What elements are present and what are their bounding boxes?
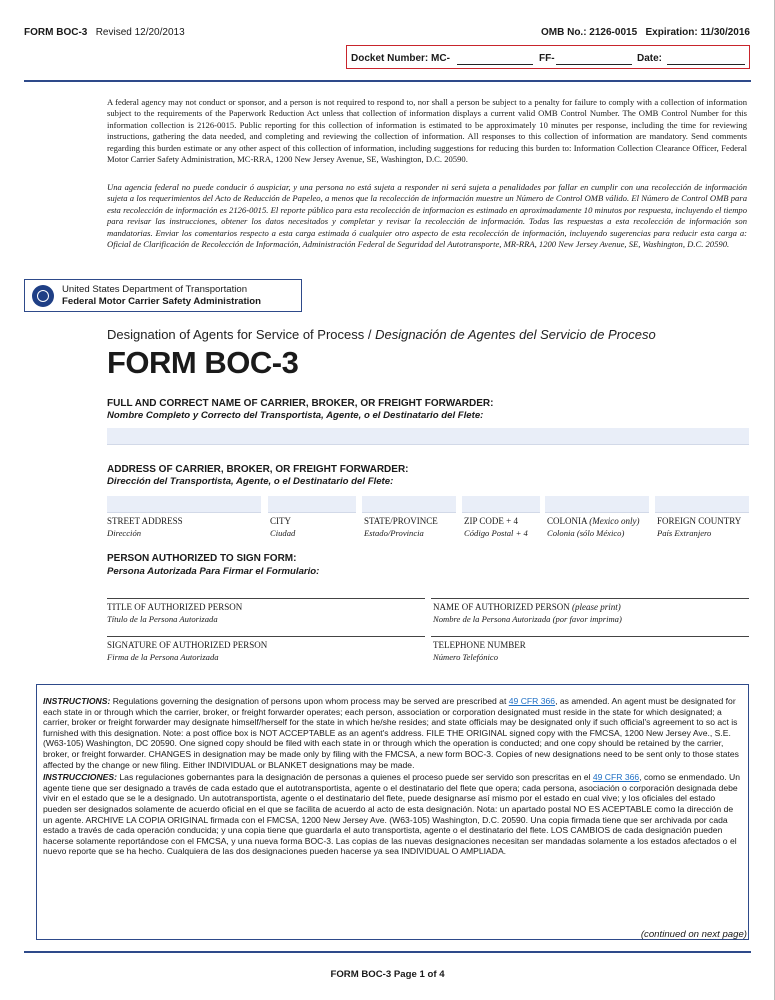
title-of-person-label: TITLE OF AUTHORIZED PERSON — [107, 602, 243, 612]
city-label: CITY — [270, 516, 291, 526]
omb-header — [541, 27, 750, 38]
form-subtitle — [107, 327, 656, 342]
dot-seal-icon — [32, 285, 54, 307]
name-of-person-label-note: (please print) — [572, 602, 621, 612]
burden-statement-es: Una agencia federal no puede conducir ó auspiciar, y una persona no está sujeta a responder ni será sujeta a penalidades por fallar en cumplir con una recolección de información sujeta a los requerimientos del Acto de Reducción de Papeleo, a menos que la recolección de información muestre un Número de Control OMB válido. El Número de Control OMB para esta recolección de información es 2126-0015. El reporte público para esta recolección de informacion es estimado en aproximadamente 10 minutos por respuesta, incluyendo el tiempo para revisar las instrucciones, obtener los datos necesitados y completar y revisar la recolección de información. Todas las respuestas a esta recolección de información son mandatorias. Enviar los comentarios respecto a esta carga estimada ó cualquier otro aspecto de esta recolección de información, incluyendo sugerencias para reducir esta carga a: Oficial de Clarificación de Recolección de Información, Administración Federal de Seguridad del Autotransporte, MR-RRA, 1200 New Jersey Avenue, SE, Washington, D.C. 20590. — [107, 182, 747, 250]
name-label-en: FULL AND CORRECT NAME OF CARRIER, BROKER, OR FREIGHT FORWARDER: — [107, 398, 494, 409]
state-province-field[interactable] — [362, 496, 456, 513]
docket-number-label: Docket Number: MC- — [351, 53, 450, 64]
cfr-link-en[interactable]: 49 CFR 366 — [508, 696, 556, 706]
foreign-country-label: FOREIGN COUNTRY — [657, 516, 742, 526]
agency-name: Federal Motor Carrier Safety Administration — [62, 296, 262, 307]
state-province-label-es: Estado/Provincia — [364, 528, 424, 538]
telephone-field[interactable] — [431, 636, 749, 637]
colonia-field[interactable] — [545, 496, 649, 513]
street-address-field[interactable] — [107, 496, 261, 513]
city-field[interactable] — [268, 496, 356, 513]
colonia-label — [547, 516, 639, 526]
colonia-label-note: (Mexico only) — [589, 516, 640, 526]
signature-field[interactable] — [107, 636, 425, 637]
omb-number: OMB No.: 2126-0015 — [540, 27, 638, 38]
footer-rule — [24, 951, 751, 953]
telephone-label-es: Número Telefónico — [433, 652, 499, 662]
instructions-es — [43, 772, 742, 857]
docket-box — [346, 45, 750, 69]
form-id-header — [24, 27, 185, 38]
revised-date: Revised 12/20/2013 — [95, 27, 185, 38]
address-label-es: Dirección del Transportista, Agente, o el Destinatario del Flete: — [107, 476, 394, 487]
street-address-label-es: Dirección — [107, 528, 142, 538]
zip-code-label-es: Código Postal + 4 — [464, 528, 528, 538]
signature-label-es: Firma de la Persona Autorizada — [107, 652, 219, 662]
title-of-person-field[interactable] — [107, 598, 425, 599]
carrier-name-field[interactable] — [107, 428, 749, 445]
street-address-label: STREET ADDRESS — [107, 516, 183, 526]
form-id: FORM BOC-3 — [24, 27, 88, 38]
colonia-label-text: COLONIA — [547, 516, 587, 526]
state-province-label: STATE/PROVINCE — [364, 516, 438, 526]
form-title: FORM BOC-3 — [107, 345, 299, 380]
header-rule — [24, 80, 751, 82]
instructions-en-text-2: , as amended. An agent must be designated for each state in or through which the carrier, broker, or freight forwarder operates; each person, association or corporation designated must reside in the state for which designated; a carrier, broker or freight forwarder may designate himself/herself for the state in which he/she resides; and state officials may be designated only if such official's agreement to so act is furnished with this designation. Note: a post office box is NOT ACCEPTABLE as an agent's address. FILE THE ORIGINAL signed copy with the FMCSA, 1200 New Jersey Ave., S.E. (W63-105) Washington, DC 20590. One signed copy should be filed with each state in or through which the operation is conducted; and one copy should be retained by the carrier, broker, or freight forwarder. CHANGES in designation may be made only by filing with the FMCSA, a new form BOC-3. Copies of new designations need to be sent only to those states affected by the change or new filing. Either INDIVIDUAL or BLANKET designations may be made. — [43, 696, 739, 770]
agency-department: United States Department of Transportation — [62, 284, 248, 295]
signer-label-es: Persona Autorizada Para Firmar el Formulario: — [107, 566, 320, 577]
zip-code-field[interactable] — [462, 496, 540, 513]
zip-code-label: ZIP CODE + 4 — [464, 516, 518, 526]
telephone-label: TELEPHONE NUMBER — [433, 640, 526, 650]
name-of-person-field[interactable] — [431, 598, 749, 599]
ff-label: FF- — [539, 53, 555, 64]
instructions-es-text-2: , como se enmendado. Un agente tiene que ser designado a través de cada estado que el autotransportista, agente o el destinatario del flete que opera; cada persona, asociación o corporación designada debe vivir en el estado que se le a designado. Un autotransportista, agente o el destinatario del flete, puede designarse así mismo por el estado en cual vive; y los oficiales del estado pueden ser designados solamente de acuerdo oficial en el que se facilita de acuerdo al acto de esta designación. Nota: un apartado postal NO ES ACEPTABLE como la dirección de un agente. ARCHIVE LA COPIA ORIGINAL firmada con el FMCSA, 1200 New Jersey Ave. (W63-105) Washington, D.C. 20590. Una copia firmada tiene que ser archivada por cada estado a través de cada operación conducida; y una copia tiene que guardarla el auto transportista, agente o el destinatario del flete. LOS CAMBIOS de cada designación pueden hacerse solamente reportándose con el FMCSA, y una nueva forma BOC-3. Las copias de las nuevas designaciones necesitan ser mandadas solamente a los estados afectados o el nuevo reporte que se ha hecho. Cualquiera de las dos designaciones pueden hacerse ya sea INDIVIDUAL O AMPLIADA. — [43, 772, 740, 857]
title-of-person-label-es: Título de la Persona Autorizada — [107, 614, 218, 624]
signer-label-en: PERSON AUTHORIZED TO SIGN FORM: — [107, 553, 297, 564]
subtitle-en: Designation of Agents for Service of Process / — [107, 327, 376, 342]
instructions-es-label: INSTRUCCIONES: — [43, 772, 118, 783]
continued-note: (continued on next page) — [640, 929, 747, 940]
subtitle-es: Designación de Agentes del Servicio de Proceso — [375, 327, 656, 342]
page-footer: FORM BOC-3 Page 1 of 4 — [330, 969, 445, 980]
burden-statement-en: A federal agency may not conduct or sponsor, and a person is not required to respond to, nor shall a person be subject to a penalty for failure to comply with a collection of information subject to the requirements of the Paperwork Reduction Act unless that collection of information displays a current valid OMB Control Number. The OMB Control Number for this information collection is 2126-0015. Public reporting for this collection of information is estimated to be approximately 10 minutes per response, including the time for reviewing instructions, gathering the data needed, and completing and reviewing the collection of information. All responses to this collection of information are mandatory. Send comments regarding this burden estimate or any other aspect of this collection of information, including suggestions for reducing this burden to: Information Collection Clearance Officer, Federal Motor Carrier Safety Administration, MC-RRA, 1200 New Jersey Avenue, SE, Washington, D.C. 20590. — [107, 97, 747, 165]
colonia-label-es: Colonia (sólo México) — [547, 528, 625, 538]
cfr-link-es[interactable]: 49 CFR 366 — [592, 772, 640, 783]
date-label: Date: — [637, 53, 663, 64]
name-of-person-label — [433, 602, 621, 612]
expiration-date: Expiration: 11/30/2016 — [645, 27, 750, 38]
agency-box — [24, 279, 302, 312]
instructions-box — [36, 684, 749, 940]
docket-number-field[interactable] — [457, 64, 533, 65]
instructions-es-text-1: Las regulaciones gobernantes para la designación de personas a quienes el proceso puede ser servido son prescritas en el — [117, 772, 593, 783]
name-of-person-label-text: NAME OF AUTHORIZED PERSON — [433, 602, 570, 612]
foreign-country-label-es: País Extranjero — [657, 528, 712, 538]
date-field[interactable] — [667, 64, 745, 65]
instructions-en — [43, 696, 742, 770]
ff-number-field[interactable] — [556, 64, 632, 65]
instructions-en-text-1: Regulations governing the designation of persons upon whom process may be served are prescribed at — [110, 696, 509, 706]
name-of-person-label-es: Nombre de la Persona Autorizada (por favor imprima) — [433, 614, 622, 624]
address-label-en: ADDRESS OF CARRIER, BROKER, OR FREIGHT FORWARDER: — [107, 464, 409, 475]
signature-label: SIGNATURE OF AUTHORIZED PERSON — [107, 640, 268, 650]
name-label-es: Nombre Completo y Correcto del Transportista, Agente, o el Destinatario del Flete: — [107, 410, 484, 421]
city-label-es: Ciudad — [270, 528, 296, 538]
instructions-en-label: INSTRUCTIONS: — [43, 696, 111, 706]
foreign-country-field[interactable] — [655, 496, 749, 513]
